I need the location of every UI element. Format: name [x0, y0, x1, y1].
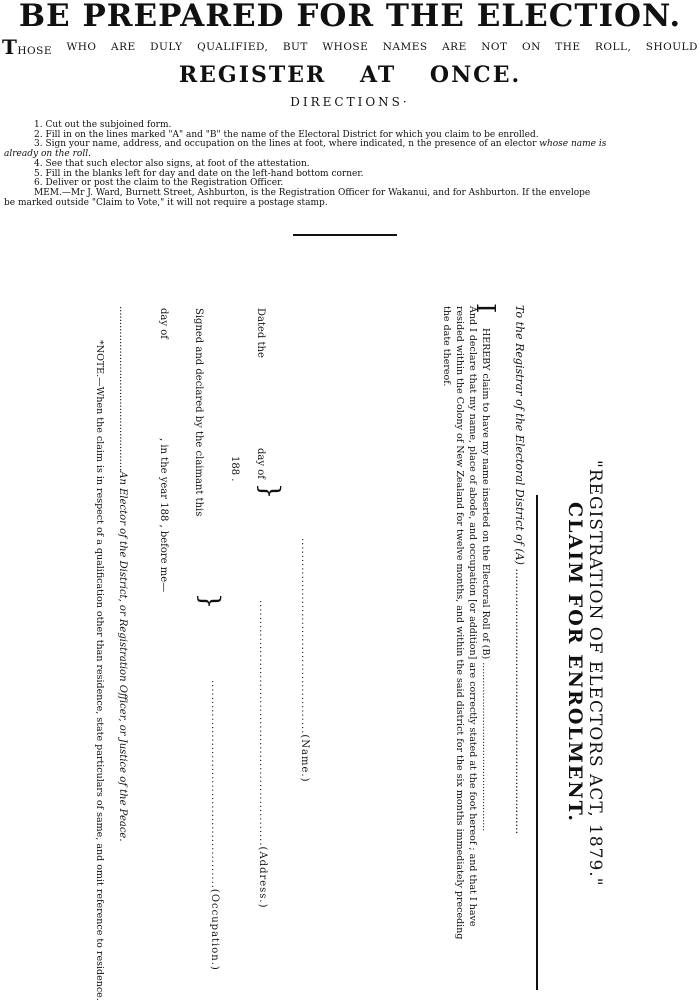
subline-word: QUALIFIED, [197, 41, 269, 53]
claim-title: CLAIM FOR ENROLMENT. [564, 502, 586, 823]
subline-word: NAMES [382, 41, 428, 53]
direction-step-6: 6. Deliver or post the claim to the Registration Officer. [34, 178, 284, 189]
subline-word: DULY [150, 41, 183, 53]
direction-step-3-cont: already on the roll. [4, 149, 91, 160]
subline-word: ROLL, [595, 41, 632, 53]
brace-signed: } [194, 592, 225, 610]
claim-dropcap: I [470, 303, 500, 314]
memo-line-2: be marked outside "Claim to Vote," it will not require a postage stamp. [4, 197, 328, 208]
brace-dated: } [254, 482, 285, 500]
claim-form [93, 300, 605, 1001]
footnote: *NOTE.—When the claim is in respect of a qualification other than residence, state particulars of same, and omit reference to residence. [94, 340, 105, 1001]
direction-step-5: 5. Fill in the blanks left for day and date on the left-hand bottom corner. [34, 168, 364, 179]
direction-step-1: 1. Cut out the subjoined form. [34, 120, 172, 130]
memo-line-1: MEM.—Mr J. Ward, Burnett Street, Ashburton, is the Registration Officer for Wakanui, and for Ashburton. If the envelope [34, 187, 591, 198]
subline-word: WHOSE [322, 41, 369, 53]
claim-line-3: resided within the Colony of New Zealand for twelve months, and within the said district for the six months immediately preceding [454, 306, 465, 940]
directions-list [0, 121, 700, 208]
subline-word: ON [521, 41, 541, 53]
claim-line-4: the date thereof. [441, 306, 452, 387]
eligibility-subline [2, 35, 698, 59]
register-word: REGISTER [178, 62, 327, 88]
subline-word: ARE [442, 41, 467, 53]
claim-line-2: And I declare that my name, place of abode, and occupation [or addition] are correctly stated at the foot hereof ; and that I have [467, 306, 478, 927]
dated-day-of: day of [255, 448, 266, 479]
act-title: "REGISTRATION OF ELECTORS ACT, 1879." [585, 460, 605, 887]
subline-word-1 [2, 35, 53, 59]
headline: BE PREPARED FOR THE ELECTION. [18, 0, 682, 34]
address-field: ...........................................................(Address.) [257, 600, 268, 909]
subline-word: NOT [481, 41, 508, 53]
form-border-line [536, 495, 538, 990]
directions-title: DIRECTIONS· [290, 95, 410, 109]
direction-step-2: 2. Fill in on the lines marked "A" and "B" the name of the Electoral District for which you claim to be enrolled. [34, 129, 539, 140]
register-word: ONCE. [429, 62, 522, 88]
subline-dropcap: T [2, 35, 18, 59]
subline-word: BUT [282, 41, 308, 53]
subline-word-first: HOSE [17, 45, 53, 57]
register-word: AT [359, 62, 397, 88]
direction-step-4: 4. See that such elector also signs, at foot of the attestation. [34, 158, 310, 169]
subline-word: WHO [66, 41, 97, 53]
elector-signature-line: ....................................................An Elector of the District, or Registration Officer, or Justice of the Peace. [117, 306, 128, 842]
signed-day-of: day of [158, 308, 169, 339]
section-divider [293, 234, 397, 236]
subline-word: THE [555, 41, 581, 53]
direction-step-3-text: 3. Sign your name, address, and occupation on the lines at foot, where indicated, n the presence of an elector [34, 139, 537, 150]
in-the-year-before-me: , in the year 188 , before me— [158, 438, 169, 593]
occupation-field: ..................................................(Occupation.) [209, 680, 220, 971]
to-registrar-line: To the Registrar of the Electoral District of (A) ............................................................................ [513, 305, 526, 835]
register-at-once-heading [0, 62, 700, 88]
subline-word: ARE [110, 41, 136, 53]
signed-declared: Signed and declared by the claimant this [193, 308, 204, 517]
name-field: ...............................................(Name.) [299, 538, 310, 783]
dated-year: 188 . [229, 456, 240, 482]
direction-step-3-emphasis: whose name is [539, 139, 607, 150]
claim-line-1: HEREBY claim to have my name inserted on the Electoral Roll of (B) ........................................................ [480, 328, 491, 832]
subline-word: SHOULD [645, 41, 698, 53]
dated-the: Dated the [255, 308, 266, 358]
direction-step-3 [0, 140, 700, 150]
